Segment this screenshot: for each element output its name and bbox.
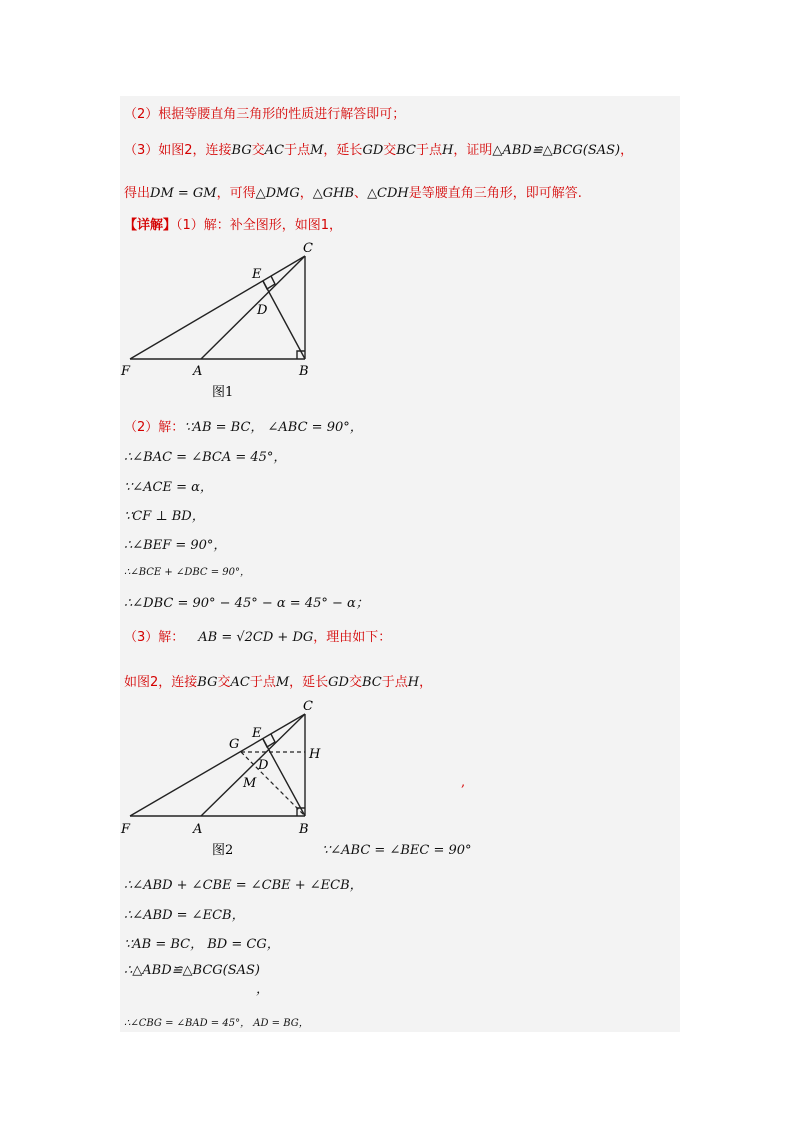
detail-line	[124, 214, 342, 233]
sol2-line6: ∴∠BCE + ∠DBC = 90°，	[124, 567, 251, 578]
hint2-t1: △DMG	[255, 186, 300, 201]
sol2-line2: ∴∠BAC = ∠BCA = 45°，	[124, 450, 287, 465]
sol3b-yu2: 于点	[381, 675, 408, 690]
fig1-label-c: C	[303, 241, 313, 256]
sol2-line3: ∵∠ACE = α，	[124, 480, 213, 495]
fig2-label-c: C	[303, 699, 313, 714]
hint2-end: 是等腰直角三角形，即可解答.	[408, 186, 582, 201]
hint-jiao1: 交	[251, 143, 265, 158]
sol3-reason: ，理由如下：	[313, 630, 392, 645]
hint-yu2: 于点	[416, 143, 443, 158]
hint-bg: BG	[231, 143, 252, 158]
hint-congruence: △ABD≌△BCG(SAS)	[492, 143, 621, 158]
sol3-line1	[124, 626, 391, 645]
sol3b-bc: BC	[362, 675, 382, 690]
sol2-line4: ∵CF ⊥ BD，	[124, 509, 205, 524]
sol3b-m: M	[275, 675, 290, 690]
sol3-l3: ∵AB = BC， BD = CG，	[124, 937, 280, 952]
sol3b-jiao1: 交	[217, 675, 231, 690]
hint-gd: GD	[362, 143, 384, 158]
sol2-head: （2）解：	[124, 420, 185, 435]
hint2-t3: △CDH	[367, 186, 409, 201]
hint-prove: ，证明	[453, 143, 493, 158]
fig2-label-f: F	[121, 822, 131, 837]
part3-hint-line2	[124, 182, 582, 201]
part3-hint-line1	[124, 139, 633, 158]
sol2-line7: ∴∠DBC = 90° − 45° − α = 45° − α；	[124, 596, 369, 611]
sol3-head: （3）解：	[124, 630, 185, 645]
fig1-line-be	[263, 281, 305, 359]
sol3b-yu1: 于点	[249, 675, 276, 690]
fig2-label-e: E	[252, 726, 262, 741]
sol3-l0: ∵∠ABC = ∠BEC = 90°	[322, 843, 472, 858]
sol3b-gd: GD	[328, 675, 349, 690]
hint2-t2: △GHB	[312, 186, 355, 201]
fig2-label-h: H	[309, 747, 321, 762]
sol3-l4-end: ，	[256, 982, 270, 997]
fig2-label-d: D	[258, 758, 269, 773]
hint-prefix: （3）如图2，连接	[124, 143, 232, 158]
sol3b-bg: BG	[197, 675, 218, 690]
fig1-label-d: D	[257, 303, 268, 318]
fig1-caption: 图1	[212, 385, 234, 400]
fig2-label-m: M	[243, 776, 257, 791]
fig2-trailing-comma: ,	[461, 775, 466, 790]
fig1-label-f: F	[121, 364, 131, 379]
fig1-label-b: B	[299, 364, 309, 379]
hint-end: ，	[620, 143, 634, 158]
sol3b-end: ，	[419, 675, 433, 690]
hint2-eq: DM = GM	[150, 186, 217, 201]
sol3b-mid: ，延长	[289, 675, 329, 690]
sol3b-pre: 如图2，连接	[124, 675, 198, 690]
sol3-formula: AB = √2CD + DG	[198, 630, 314, 645]
sol3-l4: ∴△ABD≌△BCG(SAS)	[124, 963, 260, 978]
hint-h: H	[442, 143, 454, 158]
hint-ac: AC	[264, 143, 285, 158]
hint-jiao2: 交	[383, 143, 397, 158]
hint-bc: BC	[396, 143, 417, 158]
figure-2	[110, 696, 340, 866]
hint-yu1: 于点	[284, 143, 311, 158]
fig2-caption: 图2	[212, 843, 234, 858]
hint2-sep1: ，	[299, 186, 313, 201]
fig2-label-g: G	[229, 737, 240, 752]
sol2-line1	[124, 416, 363, 435]
sol3-l1: ∴∠ABD + ∠CBE = ∠CBE + ∠ECB，	[124, 878, 363, 893]
hint2-sep2: 、	[354, 186, 368, 201]
sol3b-h: H	[407, 675, 420, 690]
fig2-label-b: B	[299, 822, 309, 837]
part2-hint: （2）根据等腰直角三角形的性质进行解答即可；	[124, 107, 406, 122]
figure-1	[110, 236, 330, 406]
detail-tag: 【详解】	[124, 218, 177, 233]
hint2-pre: 得出	[124, 186, 151, 201]
sol3-l5: ∴∠CBG = ∠BAD = 45°， AD = BG，	[124, 1018, 309, 1029]
hint2-mid: ，可得	[216, 186, 256, 201]
hint-mid: ，延长	[323, 143, 363, 158]
sol2-l1: ∵AB = BC， ∠ABC = 90°，	[184, 420, 363, 435]
sol3-line2	[124, 671, 432, 690]
fig1-label-e: E	[252, 267, 262, 282]
fig1-label-a: A	[193, 364, 203, 379]
sol3b-jiao2: 交	[348, 675, 362, 690]
fig2-line-be	[263, 739, 305, 816]
sol3-l2: ∴∠ABD = ∠ECB，	[124, 908, 245, 923]
detail-text: （1）解：补全图形，如图1，	[176, 218, 343, 233]
sol3b-ac: AC	[230, 675, 250, 690]
hint-m: M	[310, 143, 324, 158]
sol2-line5: ∴∠BEF = 90°，	[124, 538, 227, 553]
fig2-label-a: A	[193, 822, 203, 837]
